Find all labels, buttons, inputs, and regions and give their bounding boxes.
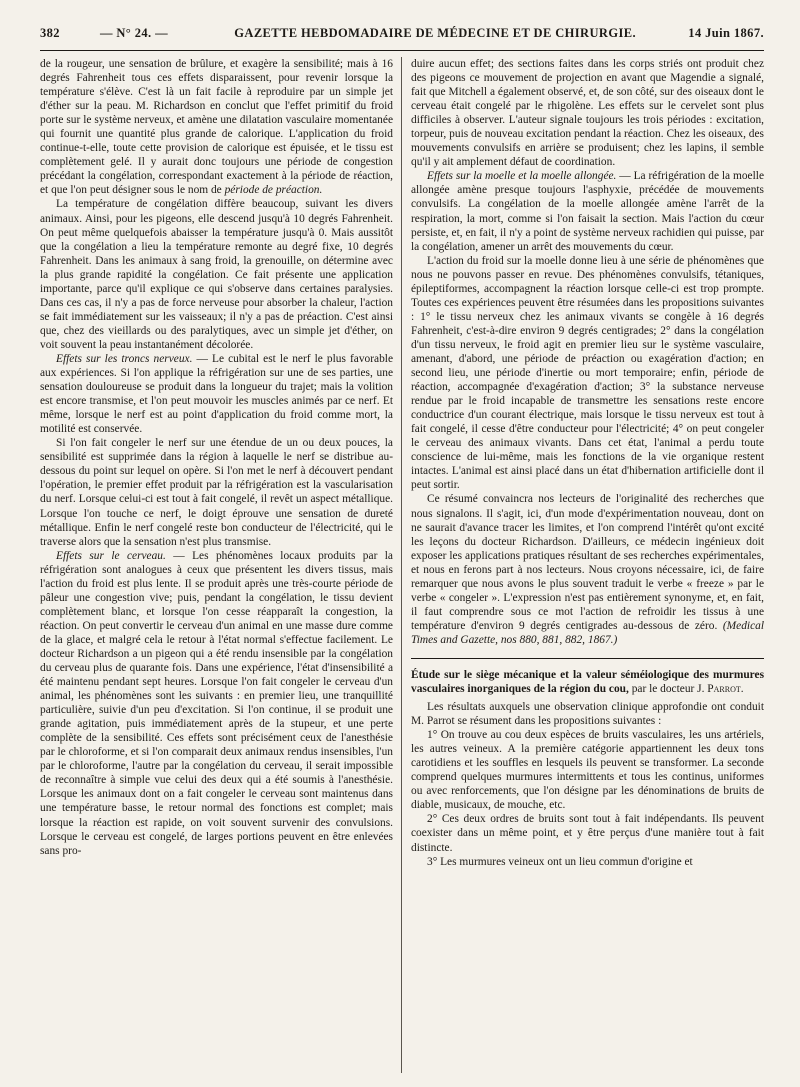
text-columns [40, 57, 764, 1073]
author-name: J. Parrot. [697, 683, 744, 696]
italic-term: période de préaction. [224, 184, 323, 197]
subsection-heading: Effets sur les troncs nerveux. [56, 352, 193, 365]
column-divider [393, 57, 411, 1073]
issue-number: — N° 24. — [99, 26, 168, 40]
paragraph: 2° Ces deux ordres de bruits sont tout à fait indépendants. Ils peuvent coexister dans un même point, et y être perçus d'une manière tout à fait distincte. [411, 813, 764, 854]
section-title: Étude sur le siège mécanique et la valeur séméiologique des murmures vasculaires inorganiques de la région du cou, par le docteur J. Parrot. [411, 668, 764, 696]
subsection-heading: Effets sur le cerveau. [56, 549, 166, 562]
subsection-heading: Effets sur la moelle et la moelle allongée. [427, 170, 617, 183]
paragraph: La température de congélation diffère beaucoup, suivant les divers animaux. Ainsi, pour les pigeons, elle descend jusqu'à 10 degrés Fahrenheit. On peut même quelquefois abaisser la température jusqu'à 0. Mais aussitôt que la congélation a lieu la température remonte au degré fixe, 10 degrés Fahrenheit. Dans les animaux à sang froid, la grenouille, on détermine avec la plus grande rapidité la congélation. Ce fait présente une application importante, parce qu'il explique ce qui s'observe dans certaines paralysies. Dans ces cas, il n'y a pas de force nerveuse pour absorber la chaleur, l'action se fait immédiatement sur les vaisseaux; il n'y a pas de préaction. C'est ainsi que, chez des vieillards ou des paralytiques, avec un simple jet d'éther, on voit souvent la peau instantanément décolorée. [40, 198, 393, 351]
paragraph: L'action du froid sur la moelle donne lieu à une série de phénomènes que nous ne pouvons passer en revue. Des phénomènes convulsifs, tétaniques, épileptiformes, accompagnent la réaction lorsque celle-ci est trop prompte. Toutes ces expériences peuvent être résumées dans les propositions suivantes : 1° le tissu nerveux chez les animaux vivants se congèle à 16 degrés Fahrenheit, c'est-à-dire environ 9 degrés centigrades; 2° dans la congélation d'un tissu nerveux, le froid agit en premier lieu sur le système vasculaire, amenant, d'abord, une période de préaction ou exagération d'action; en second lieu, une période d'inertie ou mort temporaire; enfin, période de réaction, accompagnée d'exagération d'action; 3° la substance nerveuse rendue par le froid incapable de transmettre les sensations reste encore conductrice d'un courant électrique, mais lorsque le tissu nerveux est tout à fait congelé, il cesse d'être conducteur pour l'électricité; 4° on peut congeler le cerveau des animaux vivants. Dans cet état, l'animal a perdu toute conscience de lui-même, mais les fonctions de la vie organique restent intactes. L'animal est ainsi placé dans un état d'hibernation artificielle dont il peut sortir. [411, 254, 764, 492]
paragraph: Effets sur les troncs nerveux. — Le cubital est le nerf le plus favorable aux expériences. Si l'on applique la réfrigération sur une de ses parties, une sensation douloureuse se produit dans la longueur du trajet; mais la volition est encore transmise, et l'on peut mouvoir les muscles animés par ce nerf. Et même, lorsque le nerf est au point d'application du froid comme mort, la motilité est conservée. [40, 352, 393, 436]
running-head [40, 26, 764, 46]
paragraph: Ce résumé convaincra nos lecteurs de l'originalité des recherches que nous signalons. Il s'agit, ici, d'un mode d'expérimentation nouveau, dont on ne saurait d'avance tracer les limites, et l'on comprend l'intérêt qu'ont excité les leçons du docteur Richardson. D'ailleurs, ce médecin ingénieux doit exposer les applications pratiques résultant de ses recherches expérimentales, et nous en ferons part à nos lecteurs. Nous croyons nécessaire, ici, de faire remarquer que nous avons le plus souvent traduit le verbe « freeze » par le verbe « congeler ». L'expression n'est pas entièrement synonyme, et, en fait, il faut comprendre sous ce mot l'action de refroidir les tissus à une température d'environ 9 degrés centigrades au-dessous de zéro. (Medical Times and Gazette, nos 880, 881, 882, 1867.) [411, 493, 764, 646]
left-column [40, 57, 393, 1073]
journal-title: GAZETTE HEBDOMADAIRE DE MÉDECINE ET DE CHIRURGIE. [234, 26, 636, 40]
page-number: 382 [40, 26, 60, 40]
paragraph: 3° Les murmures veineux ont un lieu commun d'origine et [427, 855, 693, 868]
paragraph: Si l'on fait congeler le nerf sur une étendue de un ou deux pouces, la sensibilité est supprimée dans la région à laquelle le nerf se distribue au-dessous du point sur lequel on opère. Si l'on met le nerf à découvert pendant l'opération, le premier effet produit par la réfrigération est la vascularisation du nerf. Lorsque celui-ci est tout à fait congelé, il revêt un aspect métallique. Lorsque l'on touche ce nerf, le doigt éprouve une sensation de dureté métallique. Enfin le nerf congelé reste bon conducteur de l'électricité, qui le traverse alors que la sensation n'est plus transmise. [40, 437, 393, 548]
paragraph: Effets sur le cerveau. — Les phénomènes locaux produits par la réfrigération sont analogues à ceux que présentent les divers tissus, mais l'action du froid est plus lente. Il se produit après une très-courte période de pâleur une congestion vive; puis, pendant la congélation, le tissu devient complètement blanc, et lorsque l'on cesse réapparaît la congestion, la réaction. On peut convertir le cerveau d'un animal en une masse dure comme de la glace, et malgré cela le retour à l'état normal s'effectue facilement. Le docteur Richardson a un pigeon qui a été rendu insensible par la congélation du cerveau plus de quarante fois. Dans une expérience, l'état d'insensibilité a été maintenu pendant sept heures. Lorsque l'on fait congeler le cerveau d'un animal, les phénomènes sont les suivants : en premier lieu, une tranquillité particulière, suivie d'un peu d'excitation. Si l'on continue, il se produit une grande agitation, puis immédiatement après de la stupeur, et une perte complète de la sensibilité. Ces effets sont précisément ceux de l'anesthésie par le chloroforme, et si l'on comparait deux animaux rendus insensibles, l'un par le chloroforme, l'autre par la congélation du cerveau, il serait impossible de reconnaître à simple vue celui des deux qui a été soumis à l'anesthésie. Lorsque les animaux dont on a fait congeler le cerveau sont maintenus dans une température basse, le retour normal des fonctions est complet; mais lorsque la réaction est rapide, on voit souvent survenir des convulsions. Lorsque le cerveau est congelé, de larges portions peuvent en être enlevées sans pro- [40, 549, 393, 857]
issue-date: 14 Juin 1867. [688, 26, 764, 40]
header-rule [40, 50, 764, 51]
paragraph: Les résultats auxquels une observation clinique approfondie ont conduit M. Parrot se résument dans les propositions suivantes : [411, 701, 764, 728]
paragraph: 1° On trouve au cou deux espèces de bruits vasculaires, les uns artériels, les autres veineux. A la première catégorie appartiennent les deux tons carotidiens et les souffles en lesquels ils peuvent se transformer. La seconde comprend quelques murmures intermittents et tous les continus, uniformes ou avec renforcements, que l'on désigne par les dénominations de bruits de diable, musicaux, de mouche, etc. [411, 729, 764, 812]
section-divider [411, 658, 764, 659]
paragraph: Effets sur la moelle et la moelle allongée. — La réfrigération de la moelle allongée amène presque toujours l'asphyxie, précédée de mouvements convulsifs. La congélation de la moelle allongée amène l'arrêt de la respiration, la mort, comme si l'on faisait la section. Mais l'action du cœur persiste, et, en fait, il n'y a point de système nerveux rachidien qui puisse, par la congélation, amener un arrêt des mouvements du cœur. [411, 170, 764, 253]
paragraph: duire aucun effet; des sections faites dans les corps striés ont produit chez des pigeons ce mouvement de projection en avant que Magendie a signalé, fait que Mitchell a également observé, et, de son côté, sur des oiseaux dont le cerveau était congelé par le rhigolène. Les effets sur le cervelet sont plus difficiles à observer. L'auteur signale toujours les trois périodes : excitation, torpeur, puis de nouveau excitation pendant la réaction. Chez les oiseaux, des mouvements convulsifs en arrière se produisent; chez les lapins, il semble qu'il y ait amplement défaut de coordination. [411, 58, 764, 169]
right-column [411, 57, 764, 1073]
citation: (Medical Times and Gazette, nos 880, 881, 882, 1867.) [411, 619, 764, 646]
paragraph: de la rougeur, une sensation de brûlure, et exagère la sensibilité; mais à 16 degrés Fahrenheit tous ces effets disparaissent, pour revenir lorsque la température s'élève. C'est là un fait facile à reproduire par un simple jet d'éther sur la peau. M. Richardson en conclut que l'effet primitif du froid porte sur le système nerveux, et amène une dilatation vasculaire momentanée qui fournit une quantité plus grande de calorique. L'application du froid continue-t-elle, toute cette provision de calorique est épuisée, et le tissu est complètement gelé. Il y aurait donc toujours une période de congestion précédant la congélation, correspondant exactement à la période de réaction, et que l'on peut désigner sous le nom de période de préaction. [40, 58, 393, 197]
